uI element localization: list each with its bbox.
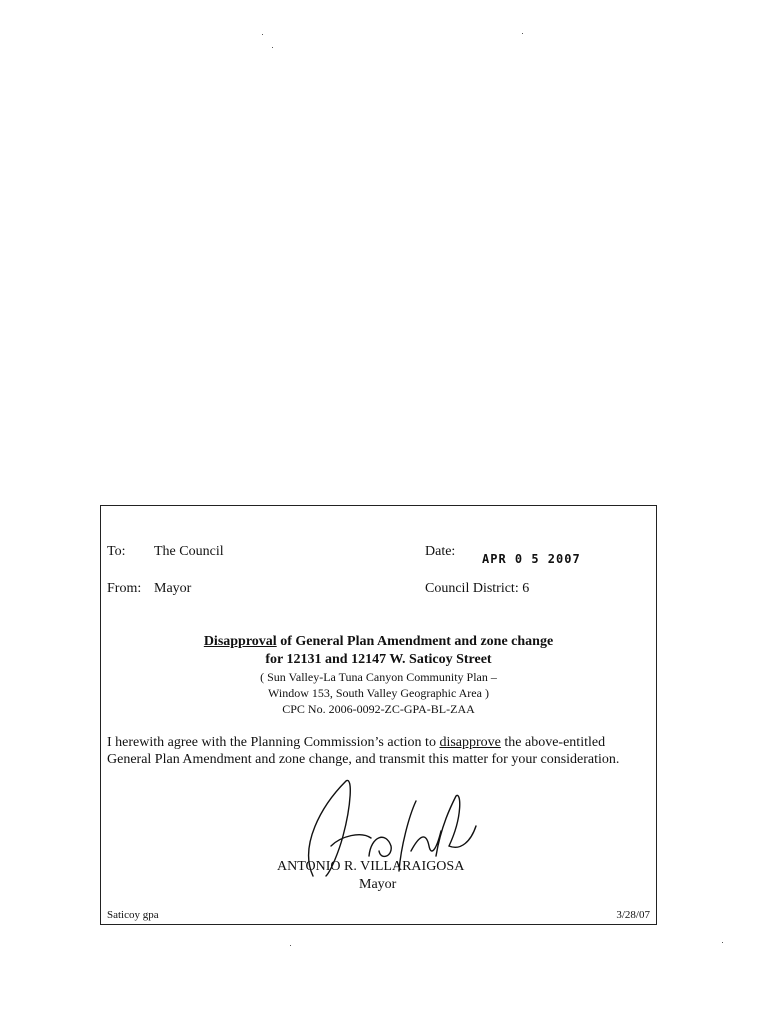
to-row: [107, 544, 224, 560]
signer-name: ANTONIO R. VILLARAIGOSA: [277, 859, 465, 874]
district-value: 6: [522, 581, 530, 596]
from-value: Mayor: [154, 581, 192, 596]
from-label: From:: [107, 581, 142, 596]
body-after: the above-entitled General Plan Amendment and zone change, and transmit this matter for your consideration.: [107, 735, 620, 767]
footer-left: Saticoy gpa: [107, 909, 159, 921]
community-plan-line2: Window 153, South Valley Geographic Area ): [268, 686, 489, 700]
date-label: Date:: [425, 544, 456, 559]
title-disapproval: Disapproval: [203, 634, 277, 649]
memo-box: [100, 505, 657, 925]
memo-body: [107, 734, 652, 768]
memo-title: [101, 634, 656, 650]
case-number: CPC No. 2006-0092-ZC-GPA-BL-ZAA: [282, 702, 475, 716]
to-label: To:: [107, 544, 126, 559]
district-row: [425, 581, 529, 597]
body-disapprove: disapprove: [439, 735, 501, 750]
to-value: The Council: [154, 544, 224, 559]
memo-title-line2: for 12131 and 12147 W. Saticoy Street: [265, 652, 492, 667]
from-row: [107, 581, 191, 597]
district-label: Council District:: [425, 581, 519, 596]
date-row: [425, 544, 455, 560]
community-plan-line1: ( Sun Valley-La Tuna Canyon Community Plan –: [260, 670, 497, 684]
date-stamp: APR 0 5 2007: [482, 552, 581, 566]
body-before: I herewith agree with the Planning Commission’s action to: [107, 735, 440, 750]
title-rest: of General Plan Amendment and zone change: [276, 634, 554, 649]
footer-right: 3/28/07: [616, 909, 650, 921]
signer-title: Mayor: [359, 877, 397, 892]
